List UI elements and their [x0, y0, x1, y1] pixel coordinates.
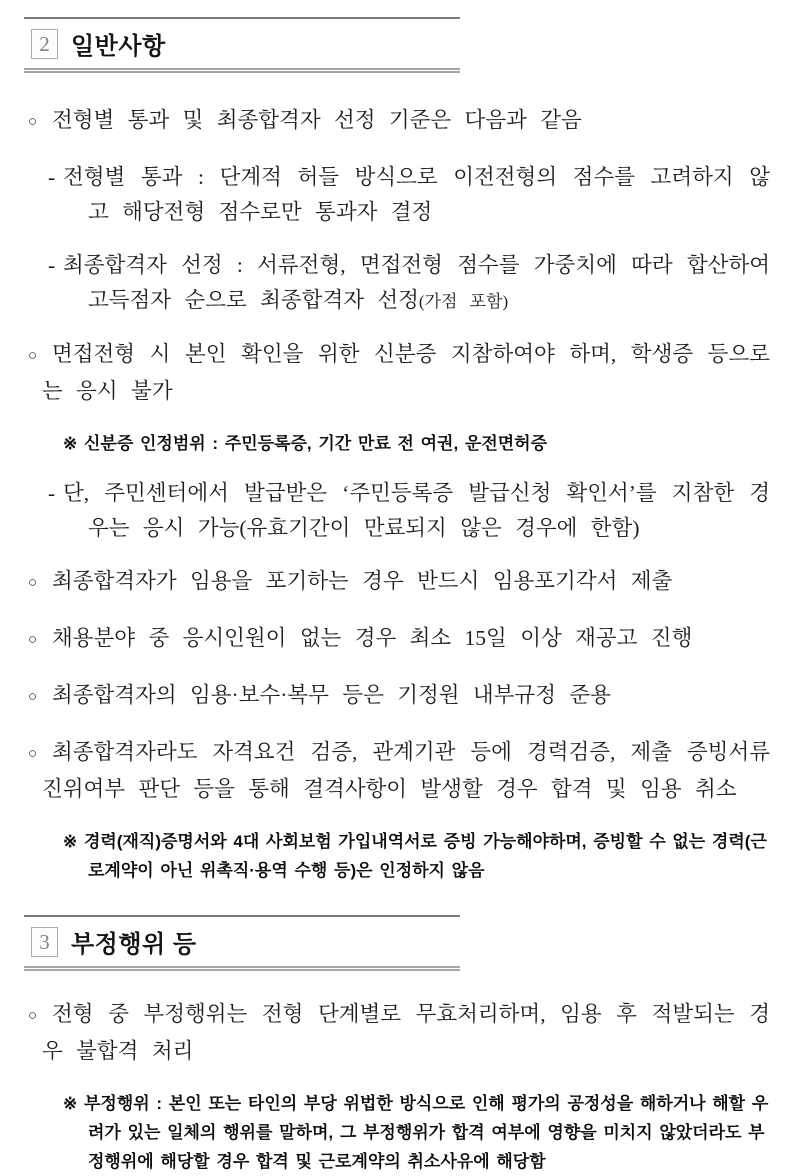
item-selection-criteria — [28, 103, 770, 140]
note-marker: ※ — [63, 1094, 78, 1113]
note-cheating-definition — [28, 1089, 770, 1176]
item-text: 최종합격자 선정 : 서류전형, 면접전형 점수를 가중치에 따라 합산하여 고득점자 순으로 최종합격자 선정 — [63, 253, 770, 312]
dash-bullet: - — [48, 481, 56, 505]
item-reannouncement — [28, 621, 770, 658]
item-text-small: (가점 포함) — [418, 292, 509, 311]
item-id-certificate — [28, 476, 770, 546]
item-text: 최종합격자라도 자격요건 검증, 관계기관 등에 경력검증, 제출 증빙서류 진위여부 판단 등을 통해 결격사항이 발생할 경우 합격 및 임용 취소 — [42, 740, 770, 801]
item-text: 전형별 통과 및 최종합격자 선정 기준은 다음과 같음 — [52, 108, 582, 132]
section-header-general — [24, 17, 460, 73]
circle-bullet: ○ — [28, 632, 38, 648]
note-id-types — [28, 429, 770, 458]
note-text: 부정행위 : 본인 또는 타인의 부당 위법한 방식으로 인해 평가의 공정성을 해하거나 해할 우려가 있는 일체의 행위를 말하며, 그 부정행위가 합격 여부에 영향을 미치지 않았더라도 부정행위에 해당할 경우 합격 및 근로계약의 취소사유에 해당함 — [84, 1094, 769, 1171]
section-number-badge: 3 — [31, 927, 58, 957]
item-text: 단, 주민센터에서 발급받은 ‘주민등록증 발급신청 확인서’를 지참한 경우는 응시 가능(유효기간이 만료되지 않은 경우에 한함) — [63, 481, 770, 540]
item-text: 전형 중 부정행위는 전형 단계별로 무효처리하며, 임용 후 적발되는 경우 불합격 처리 — [42, 1002, 770, 1063]
item-stage-pass — [28, 160, 770, 230]
circle-bullet: ○ — [28, 114, 38, 130]
item-text: 채용분야 중 응시인원이 없는 경우 최소 15일 이상 재공고 진행 — [52, 626, 693, 650]
note-marker: ※ — [63, 434, 78, 453]
section-title: 일반사항 — [71, 33, 166, 60]
section-title: 부정행위 등 — [71, 931, 197, 958]
note-career-proof — [28, 827, 770, 885]
item-disqualification — [28, 735, 770, 807]
circle-bullet: ○ — [28, 575, 38, 591]
circle-bullet: ○ — [28, 348, 38, 364]
note-text: 경력(재직)증명서와 4대 사회보험 가입내역서로 증빙 가능해야하며, 증빙할 수 없는 경력(근로계약이 아닌 위촉직·용역 수행 등)은 인정하지 않음 — [84, 832, 767, 880]
item-final-selection — [28, 248, 770, 319]
item-appointment-waiver — [28, 564, 770, 601]
note-marker: ※ — [63, 832, 78, 851]
circle-bullet: ○ — [28, 746, 38, 762]
section-number-badge: 2 — [31, 29, 58, 59]
item-text: 최종합격자의 임용·보수·복무 등은 기정원 내부규정 준용 — [52, 683, 611, 707]
item-text: 최종합격자가 임용을 포기하는 경우 반드시 임용포기각서 제출 — [52, 569, 673, 593]
item-id-required — [28, 337, 770, 409]
circle-bullet: ○ — [28, 1008, 38, 1024]
dash-bullet: - — [48, 253, 56, 277]
dash-bullet: - — [48, 165, 56, 189]
item-text: 전형별 통과 : 단계적 허들 방식으로 이전전형의 점수를 고려하지 않고 해당전형 점수로만 통과자 결정 — [63, 165, 770, 224]
circle-bullet: ○ — [28, 689, 38, 705]
item-internal-rules — [28, 678, 770, 715]
section-header-misconduct — [24, 915, 460, 971]
note-text: 신분증 인정범위 : 주민등록증, 기간 만료 전 여권, 운전면허증 — [84, 434, 548, 453]
item-text: 면접전형 시 본인 확인을 위한 신분증 지참하여야 하며, 학생증 등으로는 응시 불가 — [42, 342, 770, 403]
item-cheating-invalid — [28, 997, 770, 1069]
